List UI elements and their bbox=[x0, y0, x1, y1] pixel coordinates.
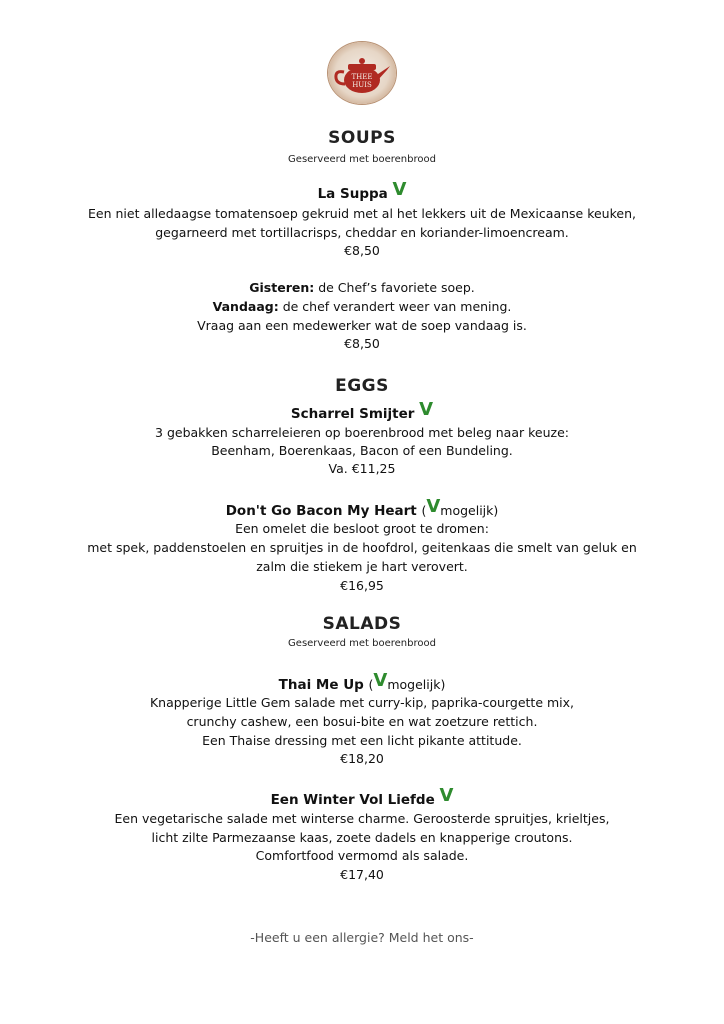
item-description: Vraag aan een medewerker wat de soep vandaag is. bbox=[197, 318, 527, 333]
item-name-scharrel-smijter: Scharrel Smijter bbox=[290, 406, 415, 422]
item-price: €17,40 bbox=[340, 867, 384, 882]
item-description: zalm die stiekem je hart verovert. bbox=[256, 559, 468, 574]
section-title-salads: SALADS bbox=[322, 614, 402, 634]
item-name-thai-me-up: Thai Me Up bbox=[278, 677, 364, 693]
section-title-eggs: EGGS bbox=[335, 376, 389, 396]
soup-of-day-line bbox=[0, 299, 724, 314]
veg-note-open: ( bbox=[421, 503, 427, 518]
vegetarian-leaf-icon: V bbox=[373, 670, 388, 691]
item-description: licht zilte Parmezaanse kaas, zoete dadels en knapperige croutons. bbox=[151, 830, 573, 845]
item-price: €18,20 bbox=[340, 751, 384, 766]
item-description: crunchy cashew, een bosui-bite en wat zoetzure rettich. bbox=[186, 714, 538, 729]
item-price: €16,95 bbox=[340, 578, 384, 593]
section-subtitle-soups: Geserveerd met boerenbrood bbox=[288, 154, 436, 165]
veg-possible-note: mogelijk) bbox=[440, 503, 499, 518]
item-name-dont-go-bacon: Don't Go Bacon My Heart bbox=[225, 503, 417, 519]
item-name-la-suppa: La Suppa bbox=[317, 186, 388, 202]
vegetarian-leaf-icon: V bbox=[439, 785, 454, 806]
soup-of-day-line bbox=[0, 280, 724, 295]
vegetarian-leaf-icon: V bbox=[392, 179, 407, 200]
item-description: Een vegetarische salade met winterse charme. Geroosterde spruitjes, krieltjes, bbox=[114, 811, 610, 826]
menu-item-name bbox=[0, 179, 724, 203]
text-gisteren: de Chef’s favoriete soep. bbox=[314, 280, 475, 295]
menu-item-name bbox=[0, 399, 724, 423]
item-price: €8,50 bbox=[344, 243, 380, 258]
section-title-soups: SOUPS bbox=[328, 128, 396, 148]
menu-item-name bbox=[0, 670, 724, 694]
text-vandaag: de chef verandert weer van mening. bbox=[278, 299, 512, 314]
item-description: Een omelet die besloot groot te dromen: bbox=[235, 521, 489, 536]
label-gisteren: Gisteren: bbox=[249, 280, 315, 295]
label-vandaag: Vandaag: bbox=[212, 299, 279, 314]
item-description: Knapperige Little Gem salade met curry-kip, paprika-courgette mix, bbox=[149, 695, 575, 710]
item-description: gegarneerd met tortillacrisps, cheddar en koriander-limoencream. bbox=[155, 225, 569, 240]
item-description: Een niet alledaagse tomatensoep gekruid met al het lekkers uit de Mexicaanse keuken, bbox=[88, 206, 636, 221]
veg-note-open: ( bbox=[368, 677, 374, 692]
item-name-winter-vol-liefde: Een Winter Vol Liefde bbox=[270, 792, 435, 808]
item-description: Comfortfood vermomd als salade. bbox=[255, 848, 469, 863]
item-description: met spek, paddenstoelen en spruitjes in de hoofdrol, geitenkaas die smelt van geluk en bbox=[87, 540, 637, 555]
item-description: Beenham, Boerenkaas, Bacon of een Bundeling. bbox=[211, 443, 513, 458]
menu-item-name bbox=[0, 785, 724, 809]
item-description: 3 gebakken scharreleieren op boerenbrood met beleg naar keuze: bbox=[155, 425, 569, 440]
item-price: €8,50 bbox=[344, 336, 380, 351]
allergy-footer: -Heeft u een allergie? Meld het ons- bbox=[250, 930, 474, 945]
veg-possible-note: mogelijk) bbox=[387, 677, 446, 692]
menu-item-name bbox=[0, 496, 724, 520]
section-subtitle-salads: Geserveerd met boerenbrood bbox=[288, 638, 436, 649]
vegetarian-leaf-icon: V bbox=[419, 399, 434, 420]
svg-text:HUIS: HUIS bbox=[352, 81, 372, 89]
thee-huis-logo bbox=[328, 42, 396, 104]
vegetarian-leaf-icon: V bbox=[426, 496, 441, 517]
item-description: Een Thaise dressing met een licht pikante attitude. bbox=[202, 733, 522, 748]
svg-text:THEE: THEE bbox=[351, 73, 373, 81]
item-price: Va. €11,25 bbox=[328, 461, 396, 476]
